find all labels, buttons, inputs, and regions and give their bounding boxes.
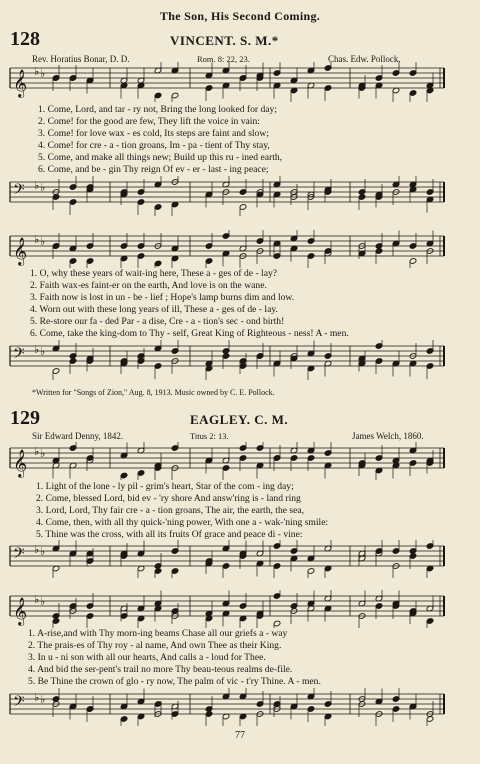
svg-text:♭: ♭ — [34, 593, 40, 606]
hymn-129-verse-4b: 4. And bid the ser-pent's trail no more Thy beau-teous realms de-file. — [28, 664, 293, 675]
hymn-129-treble-staff-1 — [0, 442, 480, 480]
hymn-129-treble-staff-2 — [0, 590, 480, 628]
hymn-129-number: 129 — [10, 407, 40, 429]
hymn-129-verse-3b: 3. In u - ni son with all our hearts, And calls a - loud for Thee. — [28, 652, 266, 663]
hymn-129-verse-5b: 5. Be Thine the crown of glo - ry now, The palm of vic - t'ry Thine. A - men. — [28, 676, 321, 687]
hymn-128-bass-staff-2 — [0, 340, 480, 380]
page-number: 77 — [235, 730, 245, 741]
hymn-128-verse-5a: 5. Come, and make all things new; Build up this ru - ined earth, — [38, 152, 283, 163]
svg-text:♭: ♭ — [40, 235, 46, 248]
hymn-129-verse-1b: 1. A-rise,and with Thy morn-ing beams Chase all our griefs a - way — [28, 628, 288, 639]
hymn-128-number: 128 — [10, 28, 40, 50]
hymn-128-verse-4a: 4. Come! for cre - a - tion groans, Im - pa - tient of Thy stay, — [38, 140, 270, 151]
hymn-129-verse-2a: 2. Come, blessed Lord, bid ev - 'ry shore And answ'ring is - land ring — [36, 493, 301, 504]
hymn-128-verse-3a: 3. Come! for love wax - es cold, Its steps are faint and slow; — [38, 128, 269, 139]
hymn-129-author: Sir Edward Denny, 1842. — [32, 431, 124, 441]
hymn-129-composer: James Welch, 1860. — [352, 431, 424, 441]
svg-text:𝄢: 𝄢 — [13, 181, 25, 202]
svg-text:♭: ♭ — [34, 65, 40, 78]
svg-text:♭: ♭ — [34, 179, 40, 192]
hymn-128-treble-staff-1 — [0, 62, 480, 102]
svg-text:♭: ♭ — [34, 233, 40, 246]
hymn-129-verse-1a: 1. Light of the lone - ly pil - grim's heart, Star of the com - ing day; — [36, 481, 294, 492]
svg-text:𝄢: 𝄢 — [13, 545, 25, 566]
hymn-128-composer: Chas. Edw. Pollock. — [328, 54, 401, 64]
hymn-128-verse-3b: 3. Faith now is lost in un - be - lief ; Hope's lamp burns dim and low. — [30, 292, 295, 303]
svg-text:♭: ♭ — [34, 543, 40, 556]
hymn-128-verse-6b: 6. Come, take the king-dom to Thy - self, Great King of Righteous - ness! A - men. — [30, 328, 349, 339]
hymn-128-verse-4b: 4. Worn out with these long years of ill, These a - ges of de - lay. — [30, 304, 278, 315]
hymn-129-verse-5a: 5. Thine was the cross, with all its fruits Of grace and peace di - vine: — [36, 529, 303, 540]
svg-text:𝄞: 𝄞 — [13, 237, 28, 265]
svg-text:𝄞: 𝄞 — [13, 597, 28, 625]
hymn-128-footnote: *Written for "Songs of Zion," Aug. 8, 1913. Music owned by C. E. Pollock. — [32, 388, 275, 397]
svg-text:♭: ♭ — [34, 691, 40, 704]
hymn-129-verse-3a: 3. Lord, Lord, Thy fair cre - a - tion groans, The air, the earth, the sea, — [36, 505, 305, 516]
hymn-128-verse-2a: 2. Come! for the good are few, They lift the voice in vain: — [38, 116, 260, 127]
hymn-128-bass-staff-1 — [0, 176, 480, 216]
hymn-128-verse-1b: 1. O, why these years of wait-ing here, These a - ges of de - lay? — [30, 268, 278, 279]
hymn-128-verse-6a: 6. Come, and be - gin Thy reign Of ev - er - last - ing peace; — [38, 164, 269, 175]
hymn-128-verse-2b: 2. Faith wax-es faint-er on the earth, And love is on the wane. — [30, 280, 267, 291]
svg-text:♭: ♭ — [40, 595, 46, 608]
svg-text:♭: ♭ — [40, 545, 46, 558]
svg-text:♭: ♭ — [40, 345, 46, 358]
hymn-128-verse-5b: 5. Re-store our fa - ded Par - a dise, Cre - a - tion's sec - ond birth! — [30, 316, 285, 327]
svg-text:♭: ♭ — [40, 693, 46, 706]
svg-text:𝄢: 𝄢 — [13, 693, 25, 714]
hymn-128-verse-1a: 1. Come, Lord, and tar - ry not, Bring the long looked for day; — [38, 104, 277, 115]
hymn-128-author: Rev. Horatius Bonar, D. D. — [32, 54, 130, 64]
svg-text:♭: ♭ — [34, 445, 40, 458]
svg-text:♭: ♭ — [40, 67, 46, 80]
hymn-129-verse-2b: 2. The prais-es of Thy roy - al name, And own Thee as their King. — [28, 640, 282, 651]
hymn-129-scripture: Titus 2: 13. — [190, 431, 229, 441]
svg-text:♭: ♭ — [40, 447, 46, 460]
svg-text:𝄞: 𝄞 — [13, 69, 28, 97]
hymn-129-bass-staff-2 — [0, 688, 480, 726]
hymn-129-tune: EAGLEY. C. M. — [190, 412, 289, 427]
hymn-128-treble-staff-2 — [0, 230, 480, 268]
svg-text:♭: ♭ — [40, 181, 46, 194]
svg-text:♭: ♭ — [34, 343, 40, 356]
hymn-129-verse-4a: 4. Come, then, with all thy quick-'ning power, With one a - wak-'ning smile: — [36, 517, 329, 528]
hymn-128-scripture: Rom. 8: 22, 23. — [197, 54, 250, 64]
hymn-128-tune: VINCENT. S. M.* — [170, 33, 279, 48]
svg-text:𝄞: 𝄞 — [13, 449, 28, 477]
hymn-129-bass-staff-1 — [0, 540, 480, 578]
svg-text:𝄢: 𝄢 — [13, 345, 25, 366]
running-head: The Son, His Second Coming. — [159, 9, 321, 23]
